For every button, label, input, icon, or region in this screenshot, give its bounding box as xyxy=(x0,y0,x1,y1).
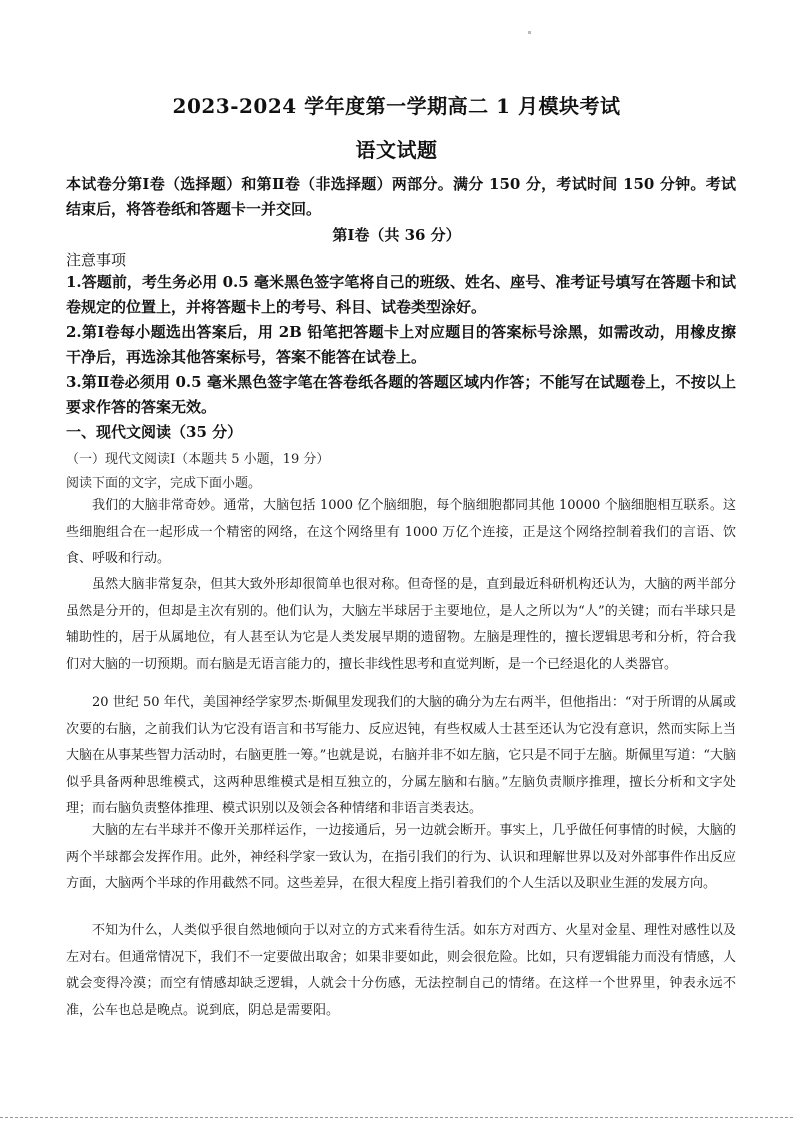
passage-paragraph-4: 大脑的左右半球并不像开关那样运作，一边接通后，另一边就会断开。事实上，几乎做任何事情的时候，大脑的两个半球都会发挥作用。此外，神经科学家一致认为，在指引我们的行为、认识和理解世界以及对外部事件作出反应方面，大脑两个半球的作用截然不同。这些差异，在很大程度上指引着我们的个人生活以及职业生涯的发展方向。 xyxy=(66,823,736,891)
page-bottom-rule xyxy=(0,1117,793,1118)
reading-instruction: 阅读下面的文字，完成下面小题。 xyxy=(66,476,262,491)
note-item-1: 1.答题前，考生务必用 0.5 毫米黑色签字笔将自己的班级、姓名、座号、准考证号填写在答题卡和试卷规定的位置上，并将答题卡上的考号、科目、试卷类型涂好。 xyxy=(66,273,736,316)
passage-paragraph-3: 20 世纪 50 年代，美国神经学家罗杰·斯佩里发现我们的大脑的确分为左右两半，但他指出：“对于所谓的从属或次要的右脑，之前我们认为它没有语言和书写能力、反应迟钝，有些权威人士甚至还认为它没有意识，然而实际上当大脑在从事某些智力活动时，右脑更胜一筹。”也就是说，右脑并非不如左脑，它只是不同于左脑。斯佩里写道：“大脑似乎具备两种思维模式，这两种思维模式是相互独立的，分属左脑和右脑。”左脑负责顺序推理，擅长分析和文字处理；而右脑负责整体推理、模式识别以及领会各种情绪和非语言类表达。 xyxy=(66,695,736,816)
section-header: 第Ⅰ卷（共 36 分） xyxy=(332,226,461,244)
passage-paragraph-2: 虽然大脑非常复杂，但其大致外形却很简单也很对称。但奇怪的是，直到最近科研机构还认为，大脑的两半部分虽然是分开的，但却是主次有别的。他们认为，大脑左半球居于主要地位，是人之所以为“人”的关键；而右半球只是辅助性的，居于从属地位，有人甚至认为它是人类发展早期的遗留物。左脑是理性的，擅长逻辑思考和分析，符合我们对大脑的一切预期。而右脑是无语言能力的，擅长非线性思考和直觉判断，是一个已经退化的人类器官。 xyxy=(66,577,736,672)
part-subtitle: （一）现代文阅读Ⅰ（本题共 5 小题，19 分） xyxy=(66,452,330,467)
scan-speck xyxy=(528,31,531,34)
intro-paragraph: 本试卷分第Ⅰ卷（选择题）和第Ⅱ卷（非选择题）两部分。满分 150 分，考试时间 150 分钟。考试结束后，将答卷纸和答题卡一并交回。 xyxy=(66,175,736,218)
exam-title: 2023-2024 学年度第一学期高二 1 月模块考试 xyxy=(172,94,621,118)
notes-heading: 注意事项 xyxy=(66,251,127,269)
part-title: 一、现代文阅读（35 分） xyxy=(66,423,243,441)
passage-paragraph-5: 不知为什么，人类似乎很自然地倾向于以对立的方式来看待生活。如东方对西方、火星对金星、理性对感性以及左对右。但通常情况下，我们不一定要做出取舍；如果非要如此，则会很危险。比如，只有逻辑能力而没有情感，人就会变得冷漠；而空有情感却缺乏逻辑，人就会十分伤感，无法控制自己的情绪。在这样一个世界里，钟表永远不准，公车也总是晚点。说到底，阴总是需要阳。 xyxy=(66,923,736,1018)
passage-paragraph-1: 我们的大脑非常奇妙。通常，大脑包括 1000 亿个脑细胞，每个脑细胞都同其他 10000 个脑细胞相互联系。这些细胞组合在一起形成一个精密的网络，在这个网络里有 1000 万亿个连接，正是这个网络控制着我们的言语、饮食、呼吸和行动。 xyxy=(66,498,736,566)
note-item-2: 2.第Ⅰ卷每小题选出答案后，用 2B 铅笔把答题卡上对应题目的答案标号涂黑，如需改动，用橡皮擦干净后，再选涂其他答案标号，答案不能答在试卷上。 xyxy=(66,323,736,366)
note-item-3: 3.第Ⅱ卷必须用 0.5 毫米黑色签字笔在答卷纸各题的答题区域内作答；不能写在试题卷上，不按以上要求作答的答案无效。 xyxy=(66,373,736,416)
subject-title: 语文试题 xyxy=(355,138,438,162)
